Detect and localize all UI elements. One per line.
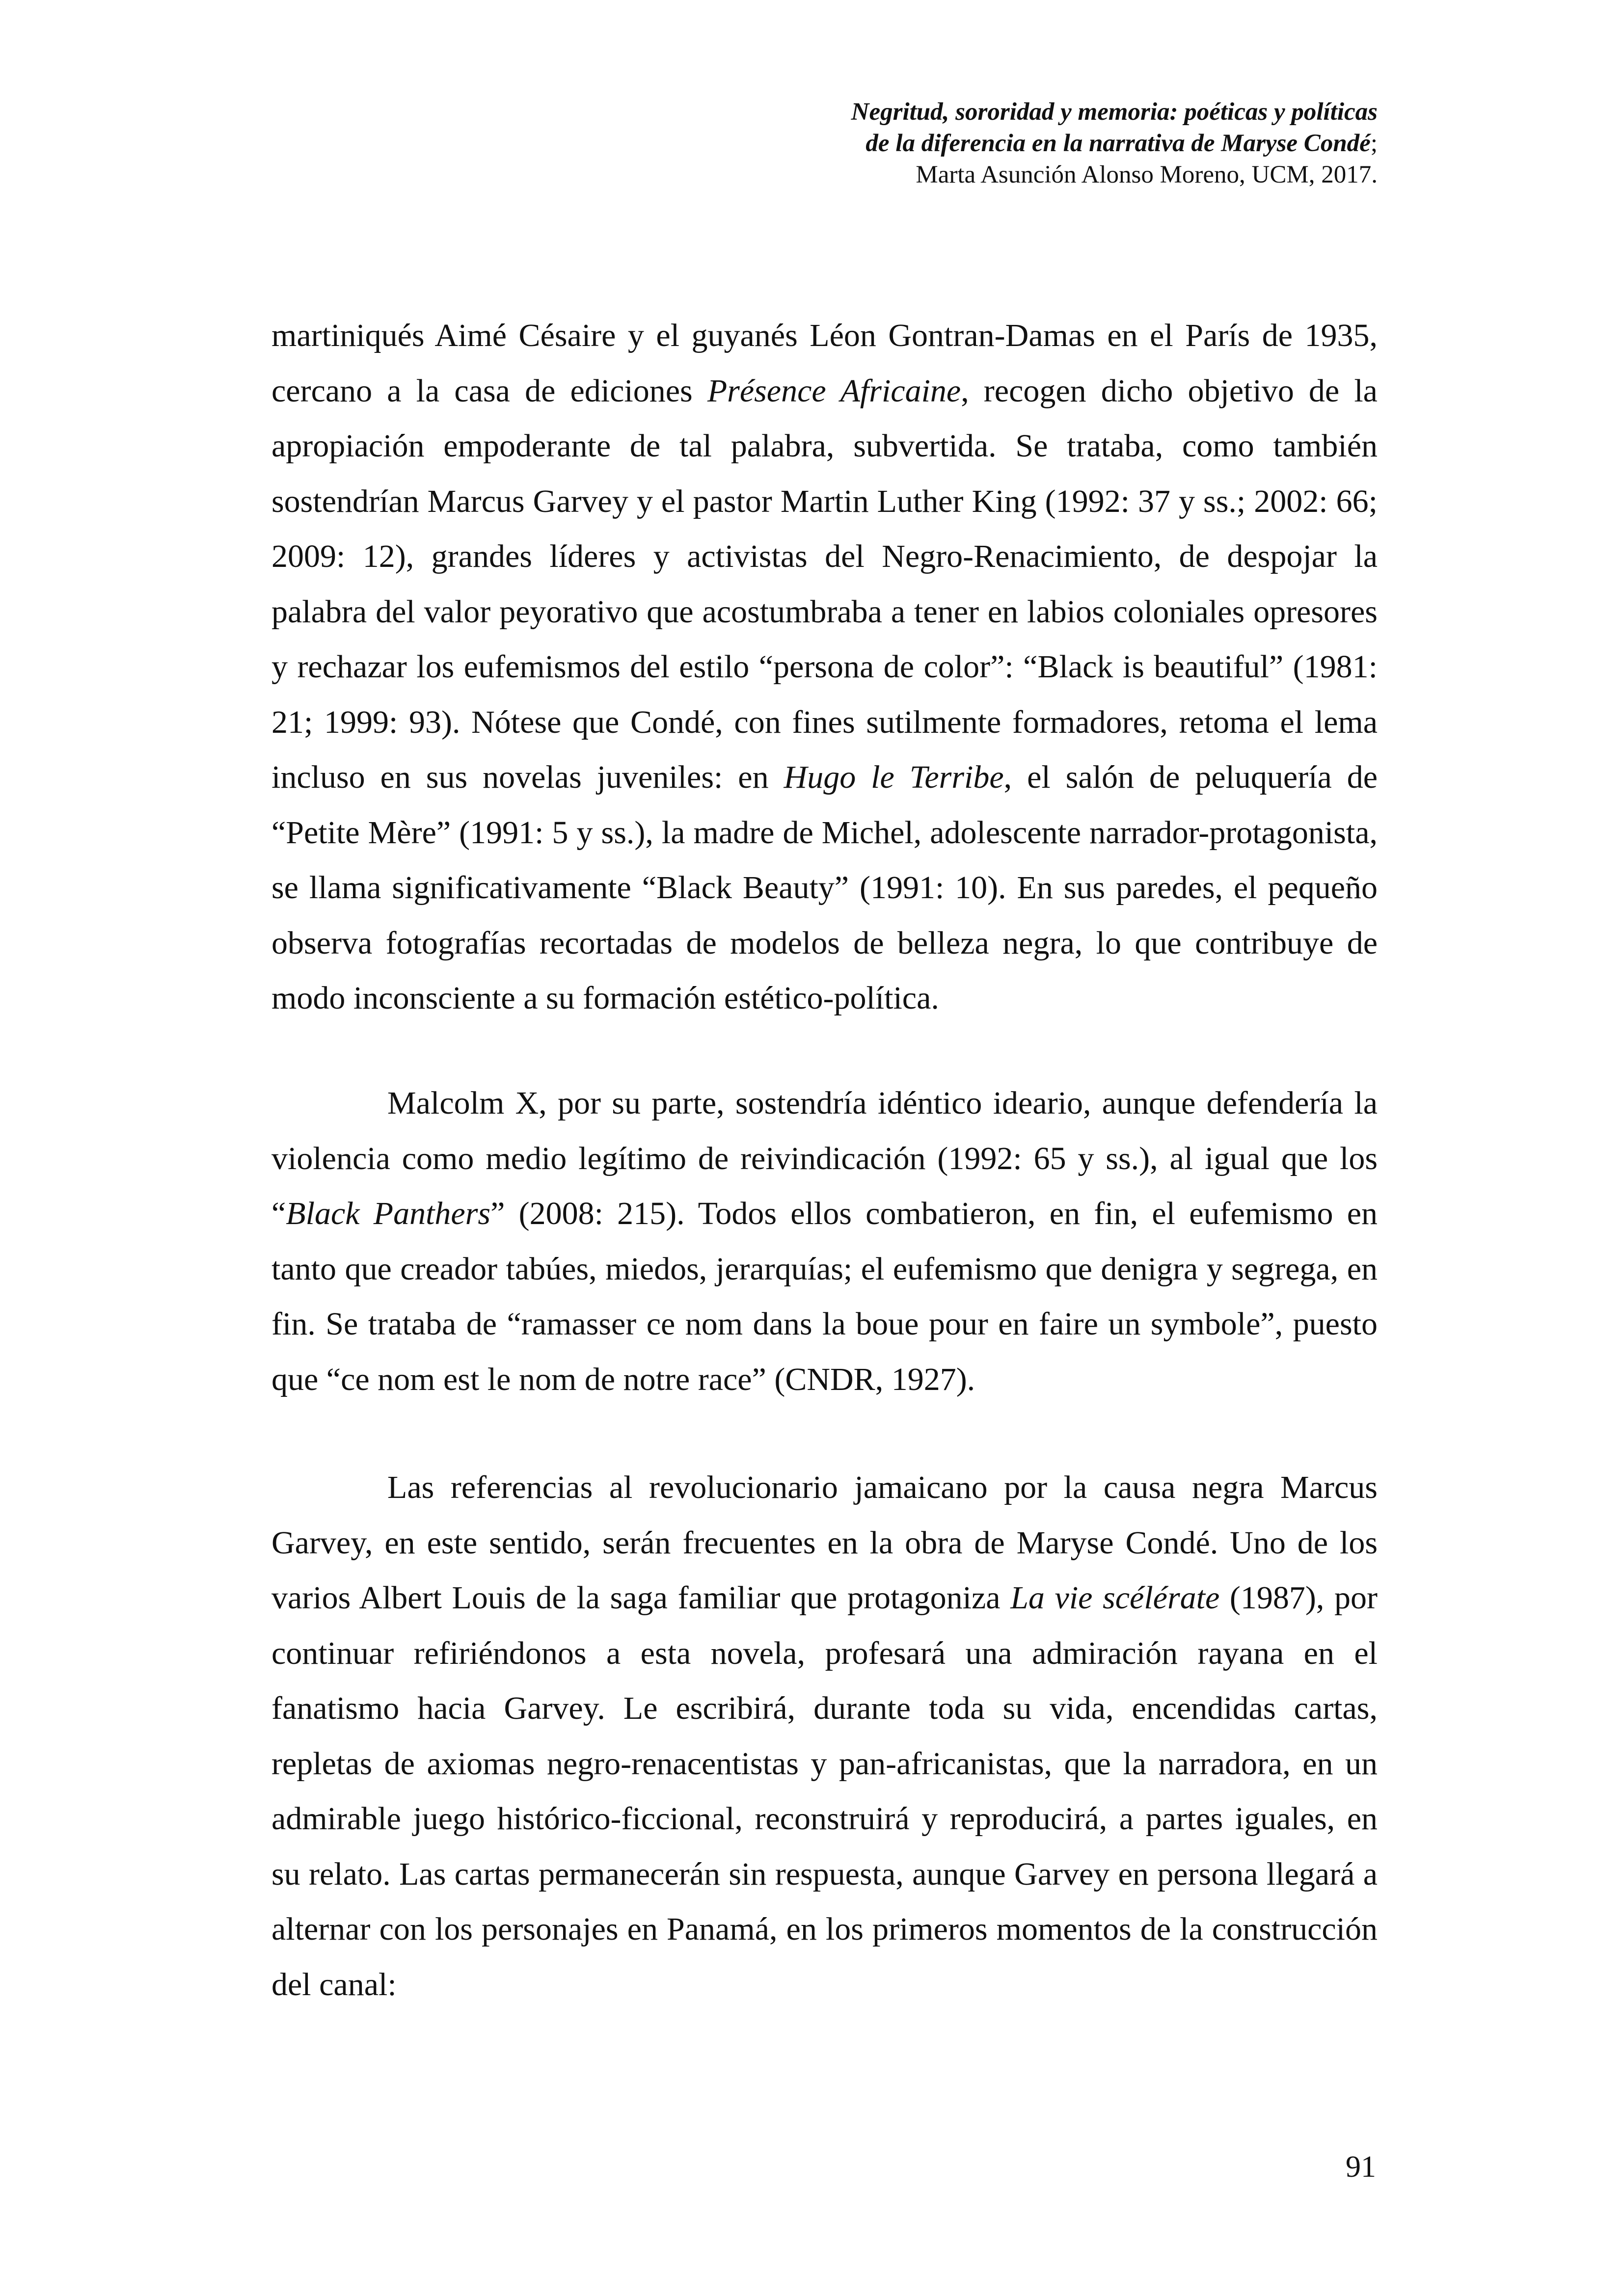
paragraph-1 bbox=[271, 308, 1378, 1026]
header-title-line-2-suffix: ; bbox=[1370, 130, 1378, 157]
header-title-line-1: Negritud, sororidad y memoria: poéticas y políticas bbox=[851, 98, 1378, 126]
paragraph-1-italic-1: Présence Africaine bbox=[707, 373, 961, 409]
paragraph-2-italic-1: Black Panthers bbox=[286, 1196, 491, 1231]
paragraph-1-text-a: martiniqués Aimé Césaire y el guyanés Léon Gontran-Damas en el París de 1935, cercano a la casa de ediciones bbox=[271, 318, 1378, 409]
header-title-line-2 bbox=[851, 128, 1378, 159]
running-header bbox=[851, 96, 1378, 190]
paragraph-1-italic-2: Hugo le Terribe bbox=[784, 759, 1004, 795]
paragraph-3 bbox=[271, 1460, 1378, 2012]
paragraph-3-italic-1: La vie scélérate bbox=[1010, 1580, 1220, 1616]
header-title-line-2-text: de la diferencia en la narrativa de Maryse Condé bbox=[866, 130, 1371, 157]
paragraph-2-text-a: Malcolm X, por su parte, sostendría idéntico ideario, aunque defendería la violencia como medio legítimo de reivindicación (1992: 65 y ss.), al igual que los “ bbox=[271, 1085, 1378, 1231]
paragraph-3-text-b: (1987), por continuar refiriéndonos a esta novela, profesará una admiración rayana en el fanatismo hacia Garvey. Le escribirá, durante toda su vida, encendidas cartas, repletas de axiomas negro-renacentistas y pan-africanistas, que la narradora, en un admirable juego histórico-ficcional, reconstruirá y reproducirá, a partes iguales, en su relato. Las cartas permanecerán sin respuesta, aunque Garvey en persona llegará a alternar con los personajes en Panamá, en los primeros momentos de la construcción del canal: bbox=[271, 1580, 1378, 2002]
paragraph-2-text-b: ” (2008: 215). Todos ellos combatieron, en fin, el eufemismo en tanto que creador tabúes, miedos, jerarquías; el eufemismo que denigra y segrega, en fin. Se trataba de “ramasser ce nom dans la boue pour en faire un symbole”, puesto que “ce nom est le nom de notre race” (CNDR, 1927). bbox=[271, 1196, 1378, 1397]
page-number: 91 bbox=[1346, 2150, 1376, 2184]
paragraph-3-text-a: Las referencias al revolucionario jamaicano por la causa negra Marcus Garvey, en este sentido, serán frecuentes en la obra de Maryse Condé. Uno de los varios Albert Louis de la saga familiar que protagoniza bbox=[271, 1469, 1378, 1616]
paragraph-2 bbox=[271, 1076, 1378, 1407]
paragraph-1-text-b: , recogen dicho objetivo de la apropiación empoderante de tal palabra, subvertida. Se trataba, como también sostendrían Marcus Garvey y el pastor Martin Luther King (1992: 37 y ss.; 2002: 66; 2009: 12), grandes líderes y activistas del Negro-Renacimiento, de despojar la palabra del valor peyorativo que acostumbraba a tener en labios coloniales opresores y rechazar los eufemismos del estilo “persona de color”: “Black is beautiful” (1981: 21; 1999: 93). Nótese que Condé, con fines sutilmente formadores, retoma el lema incluso en sus novelas juveniles: en bbox=[271, 373, 1378, 795]
header-author-meta: Marta Asunción Alonso Moreno, UCM, 2017. bbox=[916, 161, 1378, 188]
paragraph-1-text-c: , el salón de peluquería de “Petite Mère” (1991: 5 y ss.), la madre de Michel, adolescente narrador-protagonista, se llama significativamente “Black Beauty” (1991: 10). En sus paredes, el pequeño observa fotografías recortadas de modelos de belleza negra, lo que contribuye de modo inconsciente a su formación estético-política. bbox=[271, 759, 1378, 1016]
